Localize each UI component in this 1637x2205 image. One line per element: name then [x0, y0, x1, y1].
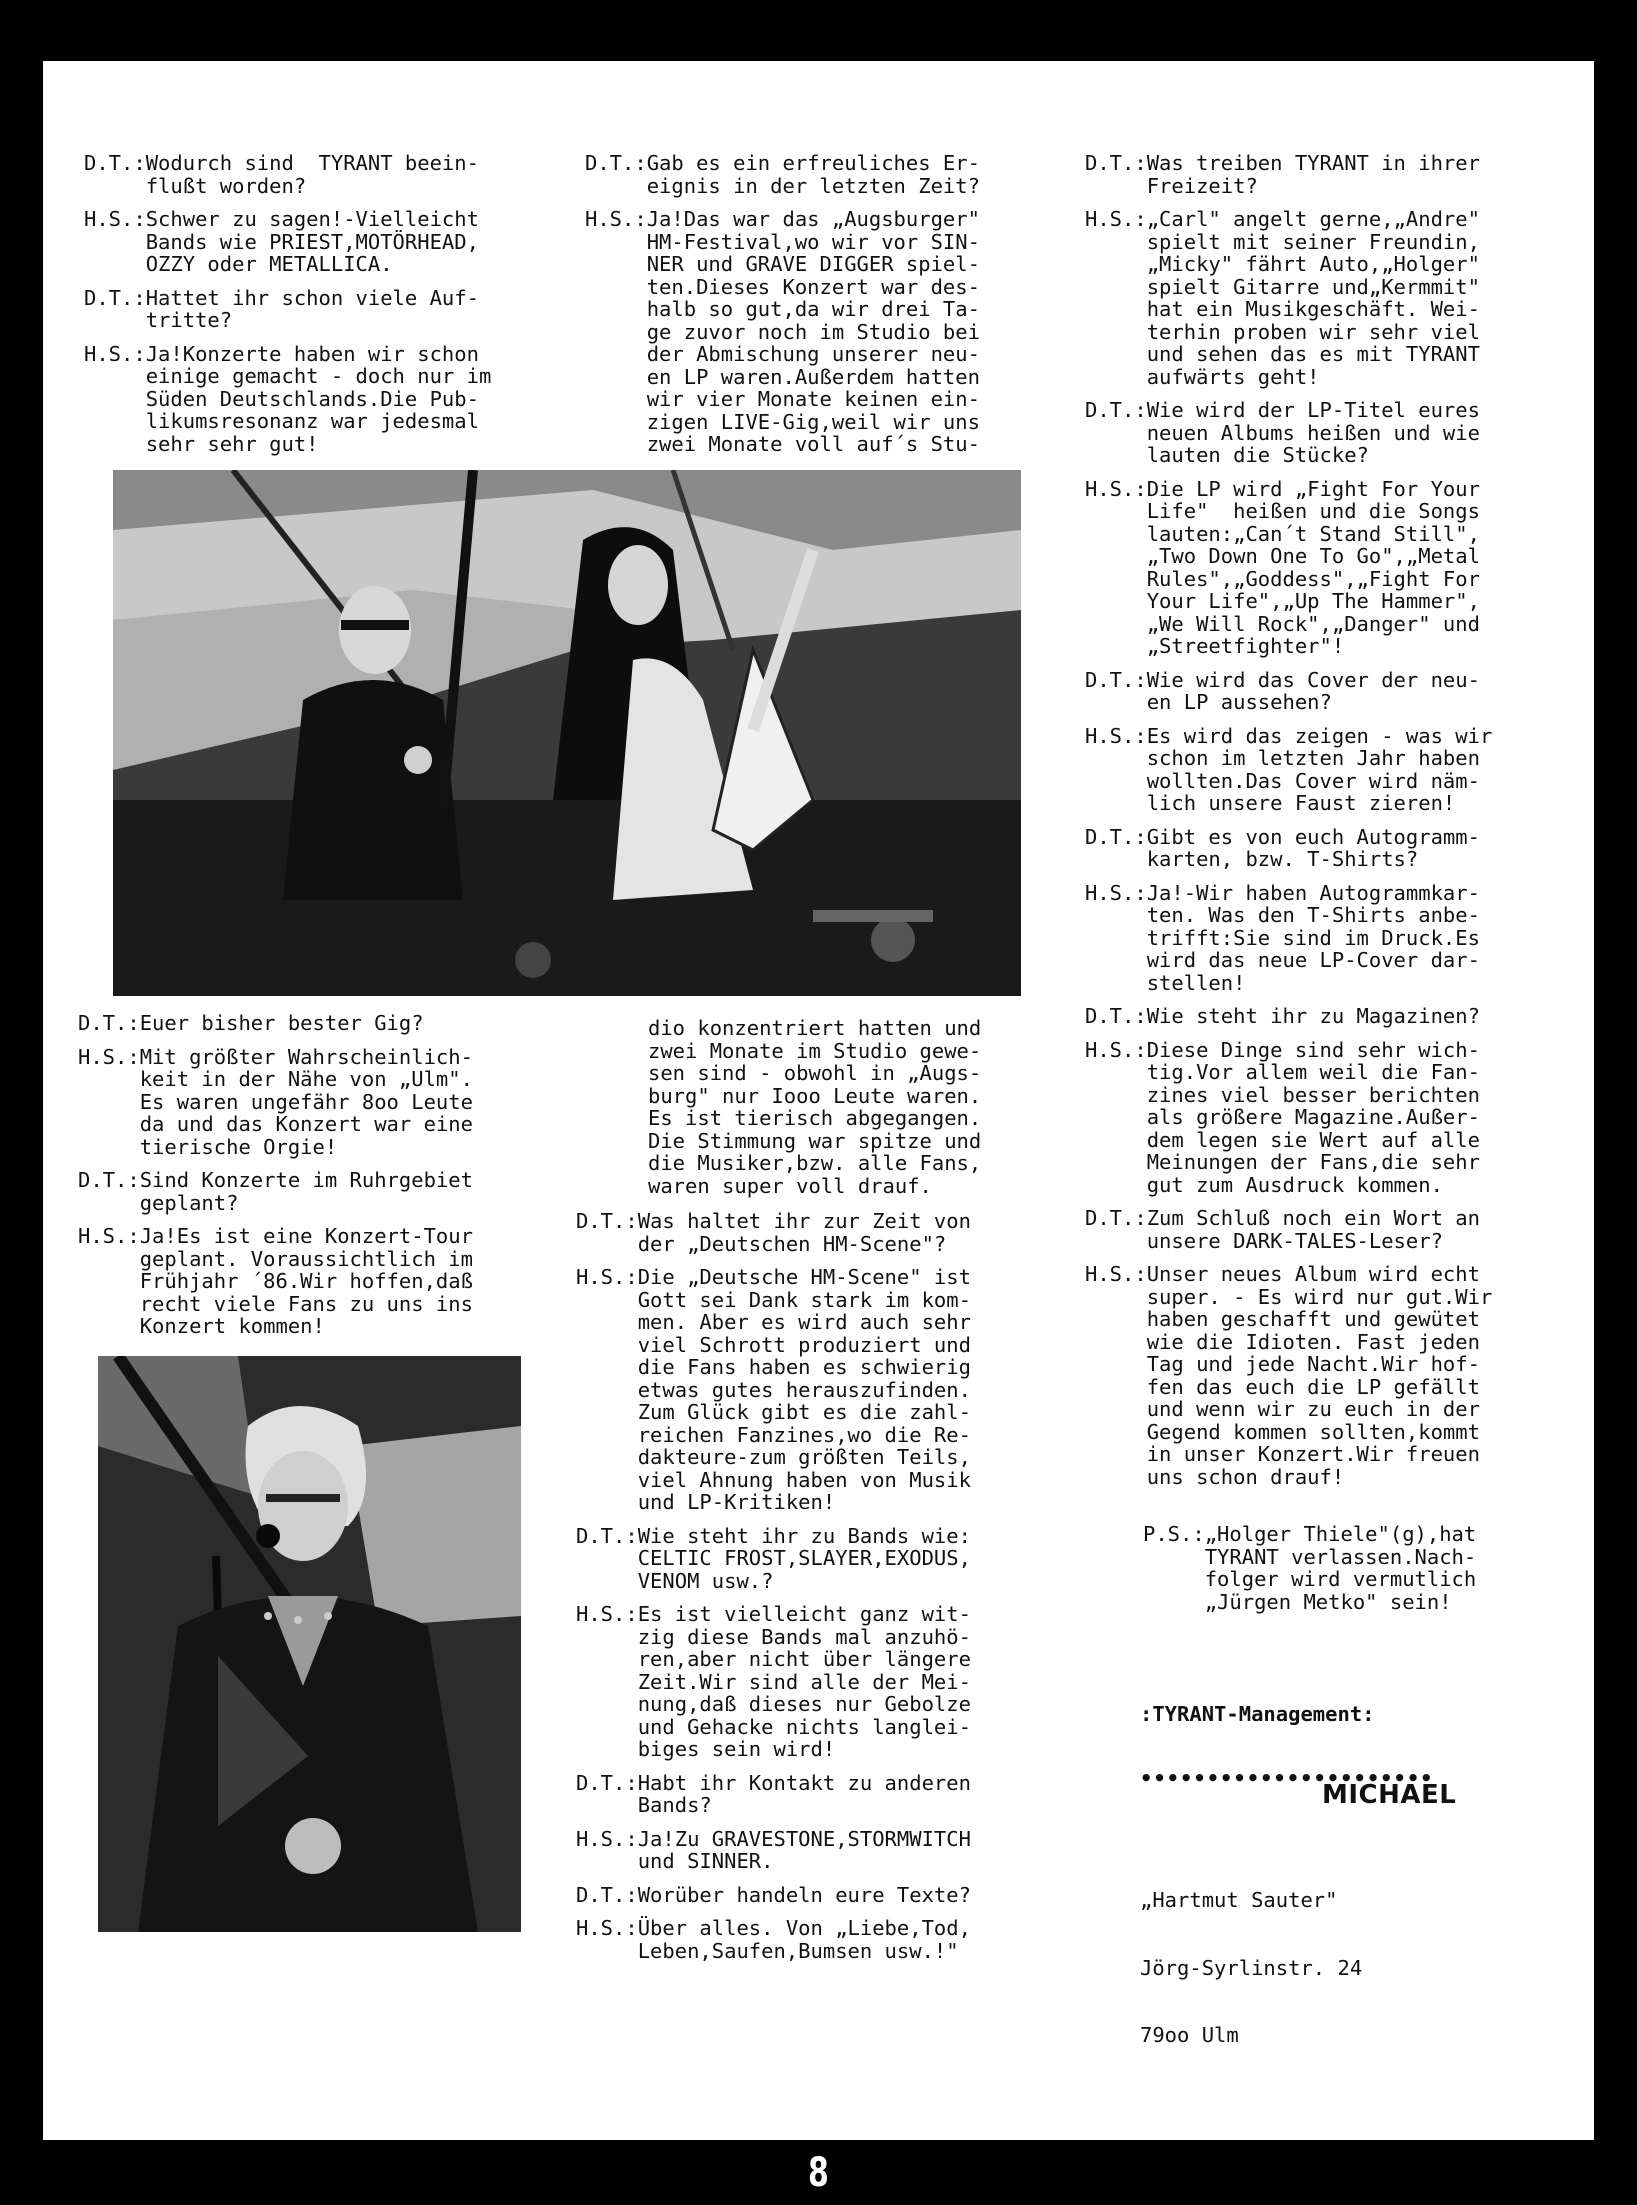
speaker-label: D.T.: — [84, 285, 146, 310]
speaker-label: H.S.: — [78, 1224, 140, 1248]
management-name: „Hartmut Sauter" — [1140, 1888, 1338, 1912]
speaker-label: H.S.: — [576, 1826, 638, 1851]
qa-text: Gab es ein erfreuliches Er- eignis in der letzten Zeit? — [646, 151, 980, 198]
speaker-label: D.T.: — [1085, 824, 1147, 849]
management-dots: •••••••••••••••••••••• — [1140, 1765, 1434, 1790]
speaker-label: D.T.: — [84, 151, 146, 175]
question — [1085, 152, 1492, 197]
qa-text: Über alles. Von „Liebe,Tod, Leben,Saufen,Bumsen usw.!" — [637, 1916, 971, 1963]
interview-column-2-top — [585, 152, 980, 467]
speaker-label: H.S.: — [78, 1044, 140, 1069]
speaker-label: D.T.: — [78, 1168, 140, 1192]
qa-text: Hattet ihr schon viele Auf- tritte? — [145, 285, 479, 332]
answer — [576, 1917, 971, 1962]
speaker-label: H.S.: — [84, 341, 146, 366]
question — [1085, 1207, 1492, 1252]
question — [576, 1772, 971, 1817]
speaker-label: D.T.: — [1085, 667, 1147, 692]
speaker-label: D.T.: — [576, 1209, 638, 1233]
speaker-label: D.T.: — [78, 1011, 140, 1035]
qa-text: Wie steht ihr zu Magazinen? — [1146, 1004, 1480, 1028]
postscript-text: „Holger Thiele"(g),hat TYRANT verlassen.Nach- folger wird vermutlich „Jürgen Metko" sein! — [1204, 1522, 1477, 1614]
qa-text: Ja!Konzerte haben wir schon einige gemacht - doch nur im Süden Deutschlands.Die Pub- likumsresonanz war jedesmal sehr sehr gut! — [145, 341, 492, 456]
question — [585, 152, 980, 197]
speaker-label: D.T.: — [585, 151, 647, 175]
speaker-label: D.T.: — [576, 1770, 638, 1795]
question — [78, 1169, 473, 1214]
qa-text: Wie wird der LP-Titel eures neuen Albums heißen und wie lauten die Stücke? — [1146, 398, 1480, 467]
question — [78, 1012, 473, 1035]
answer — [576, 1266, 971, 1514]
qa-text: Die „Deutsche HM-Scene" ist Gott sei Dank stark im kom- men. Aber es wird auch sehr viel Schrott produziert und die Fans haben es schwierig etwas gutes herauszufinden. Zum Glück gibt es die zahl- reichen Fanzines,wo die Re- dakteure-zum größten Teils, viel Ahnung haben von Musik und LP-Kritiken! — [637, 1265, 971, 1514]
speaker-label: H.S.: — [1085, 1037, 1147, 1062]
answer — [1085, 882, 1492, 995]
qa-text: Diese Dinge sind sehr wich- tig.Vor allem weil die Fan- zines viel besser berichten als größere Magazine.Außer- dem legen sie Wert auf alle Meinungen der Fans,die sehr gut zum Ausdruck kommen. — [1146, 1037, 1480, 1197]
management-city: 79oo Ulm — [1140, 2023, 1239, 2047]
qa-text: Es wird das zeigen - was wir schon im letzten Jahr haben wollten.Das Cover wird näm- lich unsere Faust zieren! — [1146, 723, 1493, 815]
singer-live-photo — [98, 1356, 521, 1932]
answer — [585, 208, 980, 456]
band-live-photo — [113, 470, 1021, 996]
answer — [78, 1225, 473, 1338]
speaker-label: H.S.: — [585, 207, 647, 231]
speaker-label: D.T.: — [1085, 1004, 1147, 1028]
question — [1085, 826, 1492, 871]
qa-text: Ja!Das war das „Augsburger" HM-Festival,wo wir vor SIN- NER und GRAVE DIGGER spiel- ten.Dieses Konzert war des- halb so gut,da wir drei Ta- ge zuvor noch im Studio bei der Abmischung unserer neu- en LP waren.Außerdem hatten wir vier Monate keinen ein- zigen LIVE-Gig,weil wir uns zwei Monate voll auf´s Stu- — [646, 207, 980, 456]
answer — [1085, 1263, 1492, 1488]
interview-column-3 — [1085, 152, 1492, 1499]
speaker-label: H.S.: — [1085, 723, 1147, 748]
continued-answer-text: dio konzentriert hatten und zwei Monate im Studio gewe- sen sind - obwohl in „Augs- burg" nur Iooo Leute waren. Es ist tierisch abgegangen. Die Stimmung war spitze und die Musiker,bzw. alle Fans, waren super voll drauf. — [648, 1016, 982, 1198]
speaker-label: H.S.: — [1085, 880, 1147, 905]
speaker-label: D.T.: — [1085, 398, 1147, 422]
question — [1085, 1005, 1492, 1028]
page-number: 8 — [808, 2150, 829, 2196]
speaker-label: H.S.: — [1085, 1262, 1147, 1286]
answer — [576, 1828, 971, 1873]
question — [1085, 399, 1492, 467]
qa-text: Mit größter Wahrscheinlich- keit in der Nähe von „Ulm". Es waren ungefähr 8oo Leute da und das Konzert war eine tierische Orgie! — [139, 1044, 473, 1159]
qa-text: Wie wird das Cover der neu- en LP aussehen? — [1146, 667, 1480, 714]
interview-column-1-top — [84, 152, 491, 466]
qa-text: Habt ihr Kontakt zu anderen Bands? — [637, 1770, 971, 1817]
speaker-label: H.S.: — [84, 207, 146, 231]
speaker-label: H.S.: — [1085, 207, 1147, 231]
author-signature: MICHAEL — [1322, 1780, 1457, 1810]
speaker-label: H.S.: — [1085, 476, 1147, 501]
answer — [1085, 725, 1492, 815]
qa-text: Euer bisher bester Gig? — [139, 1011, 424, 1035]
interview-column-2-bottom — [576, 1210, 971, 1973]
qa-text: Ja!Es ist eine Konzert-Tour geplant. Voraussichtlich im Frühjahr ´86.Wir hoffen,daß recht viele Fans zu uns ins Konzert kommen! — [139, 1224, 473, 1338]
qa-text: Was treiben TYRANT in ihrer Freizeit? — [1146, 151, 1480, 198]
interview-column-2-continuation — [648, 1017, 981, 1208]
speaker-label: D.T.: — [576, 1882, 638, 1907]
qa-text: Ja!Zu GRAVESTONE,STORMWITCH und SINNER. — [637, 1826, 971, 1873]
speaker-label: H.S.: — [576, 1265, 638, 1289]
qa-text: Gibt es von euch Autogramm- karten, bzw. T-Shirts? — [1146, 824, 1480, 871]
qa-text: Wie steht ihr zu Bands wie: CELTIC FROST,SLAYER,EXODUS, VENOM usw.? — [637, 1523, 971, 1593]
interview-column-1-bottom — [78, 1012, 473, 1349]
speaker-label: H.S.: — [576, 1602, 638, 1626]
speaker-label: D.T.: — [1085, 151, 1147, 175]
answer — [84, 208, 491, 276]
management-contact — [1140, 1658, 1434, 2069]
question — [84, 287, 491, 332]
qa-text: Worüber handeln eure Texte? — [637, 1882, 971, 1907]
speaker-label: D.T.: — [1085, 1206, 1147, 1230]
question — [1085, 669, 1492, 714]
qa-text: Sind Konzerte im Ruhrgebiet geplant? — [139, 1168, 473, 1215]
question — [576, 1210, 971, 1255]
question — [84, 152, 491, 197]
answer — [1085, 208, 1492, 388]
qa-text: „Carl" angelt gerne,„Andre" spielt mit seiner Freundin, „Micky" fährt Auto,„Holger" spielt Gitarre und„Kermmit" hat ein Musikgeschäft. Wei- terhin proben wir sehr viel und sehen das es mit TYRANT aufwärts geht! — [1146, 207, 1480, 389]
speaker-label: D.T.: — [576, 1523, 638, 1548]
qa-text: Ja!-Wir haben Autogrammkar- ten. Was den T-Shirts anbe- trifft:Sie sind im Druck.Es wird das neue LP-Cover dar- stellen! — [1146, 880, 1480, 995]
question — [576, 1884, 971, 1907]
qa-text: Schwer zu sagen!-Vielleicht Bands wie PRIEST,MOTÖRHEAD, OZZY oder METALLICA. — [145, 207, 479, 276]
speaker-label: H.S.: — [576, 1916, 638, 1940]
answer — [1085, 1039, 1492, 1197]
qa-text: Zum Schluß noch ein Wort an unsere DARK-TALES-Leser? — [1146, 1206, 1480, 1253]
qa-text: Unser neues Album wird echt super. - Es wird nur gut.Wir haben geschafft und gewütet wie die Idioten. Fast jeden Tag und jede Nacht.Wir hof- fen das euch die LP gefällt und wenn wir zu euch in der Gegend kommen sollten,kommt in unser Konzert.Wir freuen uns schon drauf! — [1146, 1262, 1493, 1489]
qa-text: Was haltet ihr zur Zeit von der „Deutschen HM-Scene"? — [637, 1209, 971, 1256]
management-street: Jörg-Syrlinstr. 24 — [1140, 1955, 1363, 1980]
postscript-speaker: P.S.: — [1143, 1522, 1205, 1546]
qa-text: Die LP wird „Fight For Your Life" heißen und die Songs lauten:„Can´t Stand Still", „Two Down One To Go",„Metal Rules",„Goddess",„Fight For Your Life",„Up The Hammer", „We Will Rock",„Danger" und „Streetfighter"! — [1146, 476, 1480, 658]
postscript — [1143, 1523, 1476, 1624]
answer — [576, 1603, 971, 1761]
management-heading: :TYRANT-Management: — [1140, 1702, 1375, 1726]
answer — [78, 1046, 473, 1159]
answer — [84, 343, 491, 456]
answer — [1085, 478, 1492, 658]
qa-text: Wodurch sind TYRANT beein- flußt worden? — [145, 151, 479, 198]
question — [576, 1525, 971, 1593]
qa-text: Es ist vielleicht ganz wit- zig diese Bands mal anzuhö- ren,aber nicht über längere Zeit.Wir sind alle der Mei- nung,daß dieses nur Gebolze und Gehacke nichts langlei- biges sein wird! — [637, 1602, 971, 1761]
